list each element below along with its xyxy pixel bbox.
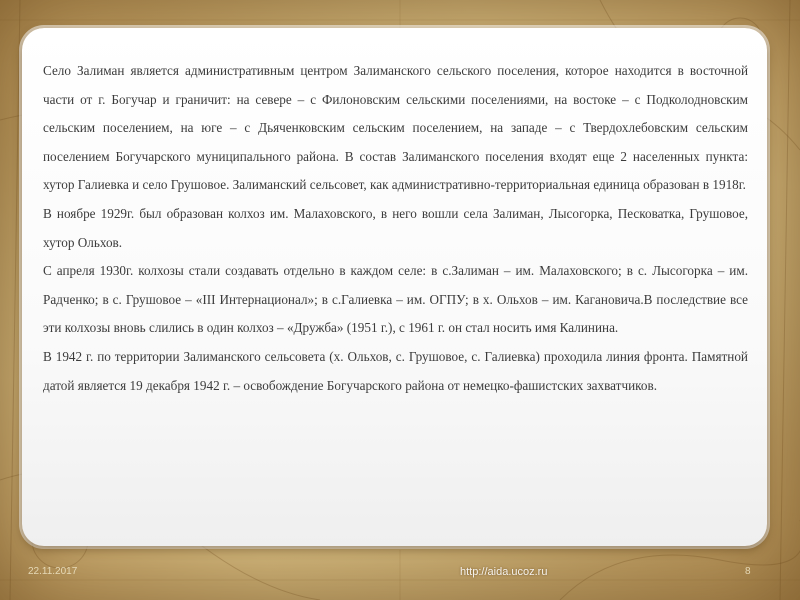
paragraph-3: С апреля 1930г. колхозы стали создавать отдельно в каждом селе: в с.Залиман – им. Малаховского; в с. Лысогорка – им. Радченко; в с. Грушовое – «III Интернационал»; в с.Галиевка – им. ОГПУ; в х. Ольхов – им. Кагановича.В последствие все эти колхозы вновь слились в один колхоз – «Дружба» (1951 г.), с 1961 г. он стал носить имя Калинина. [43,263,748,336]
slide-number: 8 [745,566,751,577]
footer-date: 22.11.2017 [28,566,78,577]
paragraph-1: Село Залиман является административным центром Залиманского сельского поселения, которое находится в восточной части от г. Богучар и граничит: на севере – с Филоновским сельскими поселениями, на востоке – с Подколодновским сельским поселением, на юге – с Дьяченковским сельским поселением, на западе – с Твердохлебовским сельским поселением Богучарского муниципального района. В состав Залиманского поселения входят еще 2 населенных пункта: хутор Галиевка и село Грушовое. Залиманский сельсовет, как административно-территориальная единица образован в 1918г. [43,63,748,193]
paragraph-4: В 1942 г. по территории Залиманского сельсовета (х. Ольхов, с. Грушовое, с. Галиевка) проходила линия фронта. Памятной датой является 19 декабря 1942 г. – освобождение Богучарского района от немецко-фашистских захватчиков. [43,348,748,393]
paragraph-2: В ноябре 1929г. был образован колхоз им. Малаховского, в него вошли села Залиман, Лысогорка, Песковатка, Грушовое, хутор Ольхов. [43,205,748,250]
slide-text [43,57,748,400]
footer-url[interactable]: http://aida.ucoz.ru [460,566,548,578]
